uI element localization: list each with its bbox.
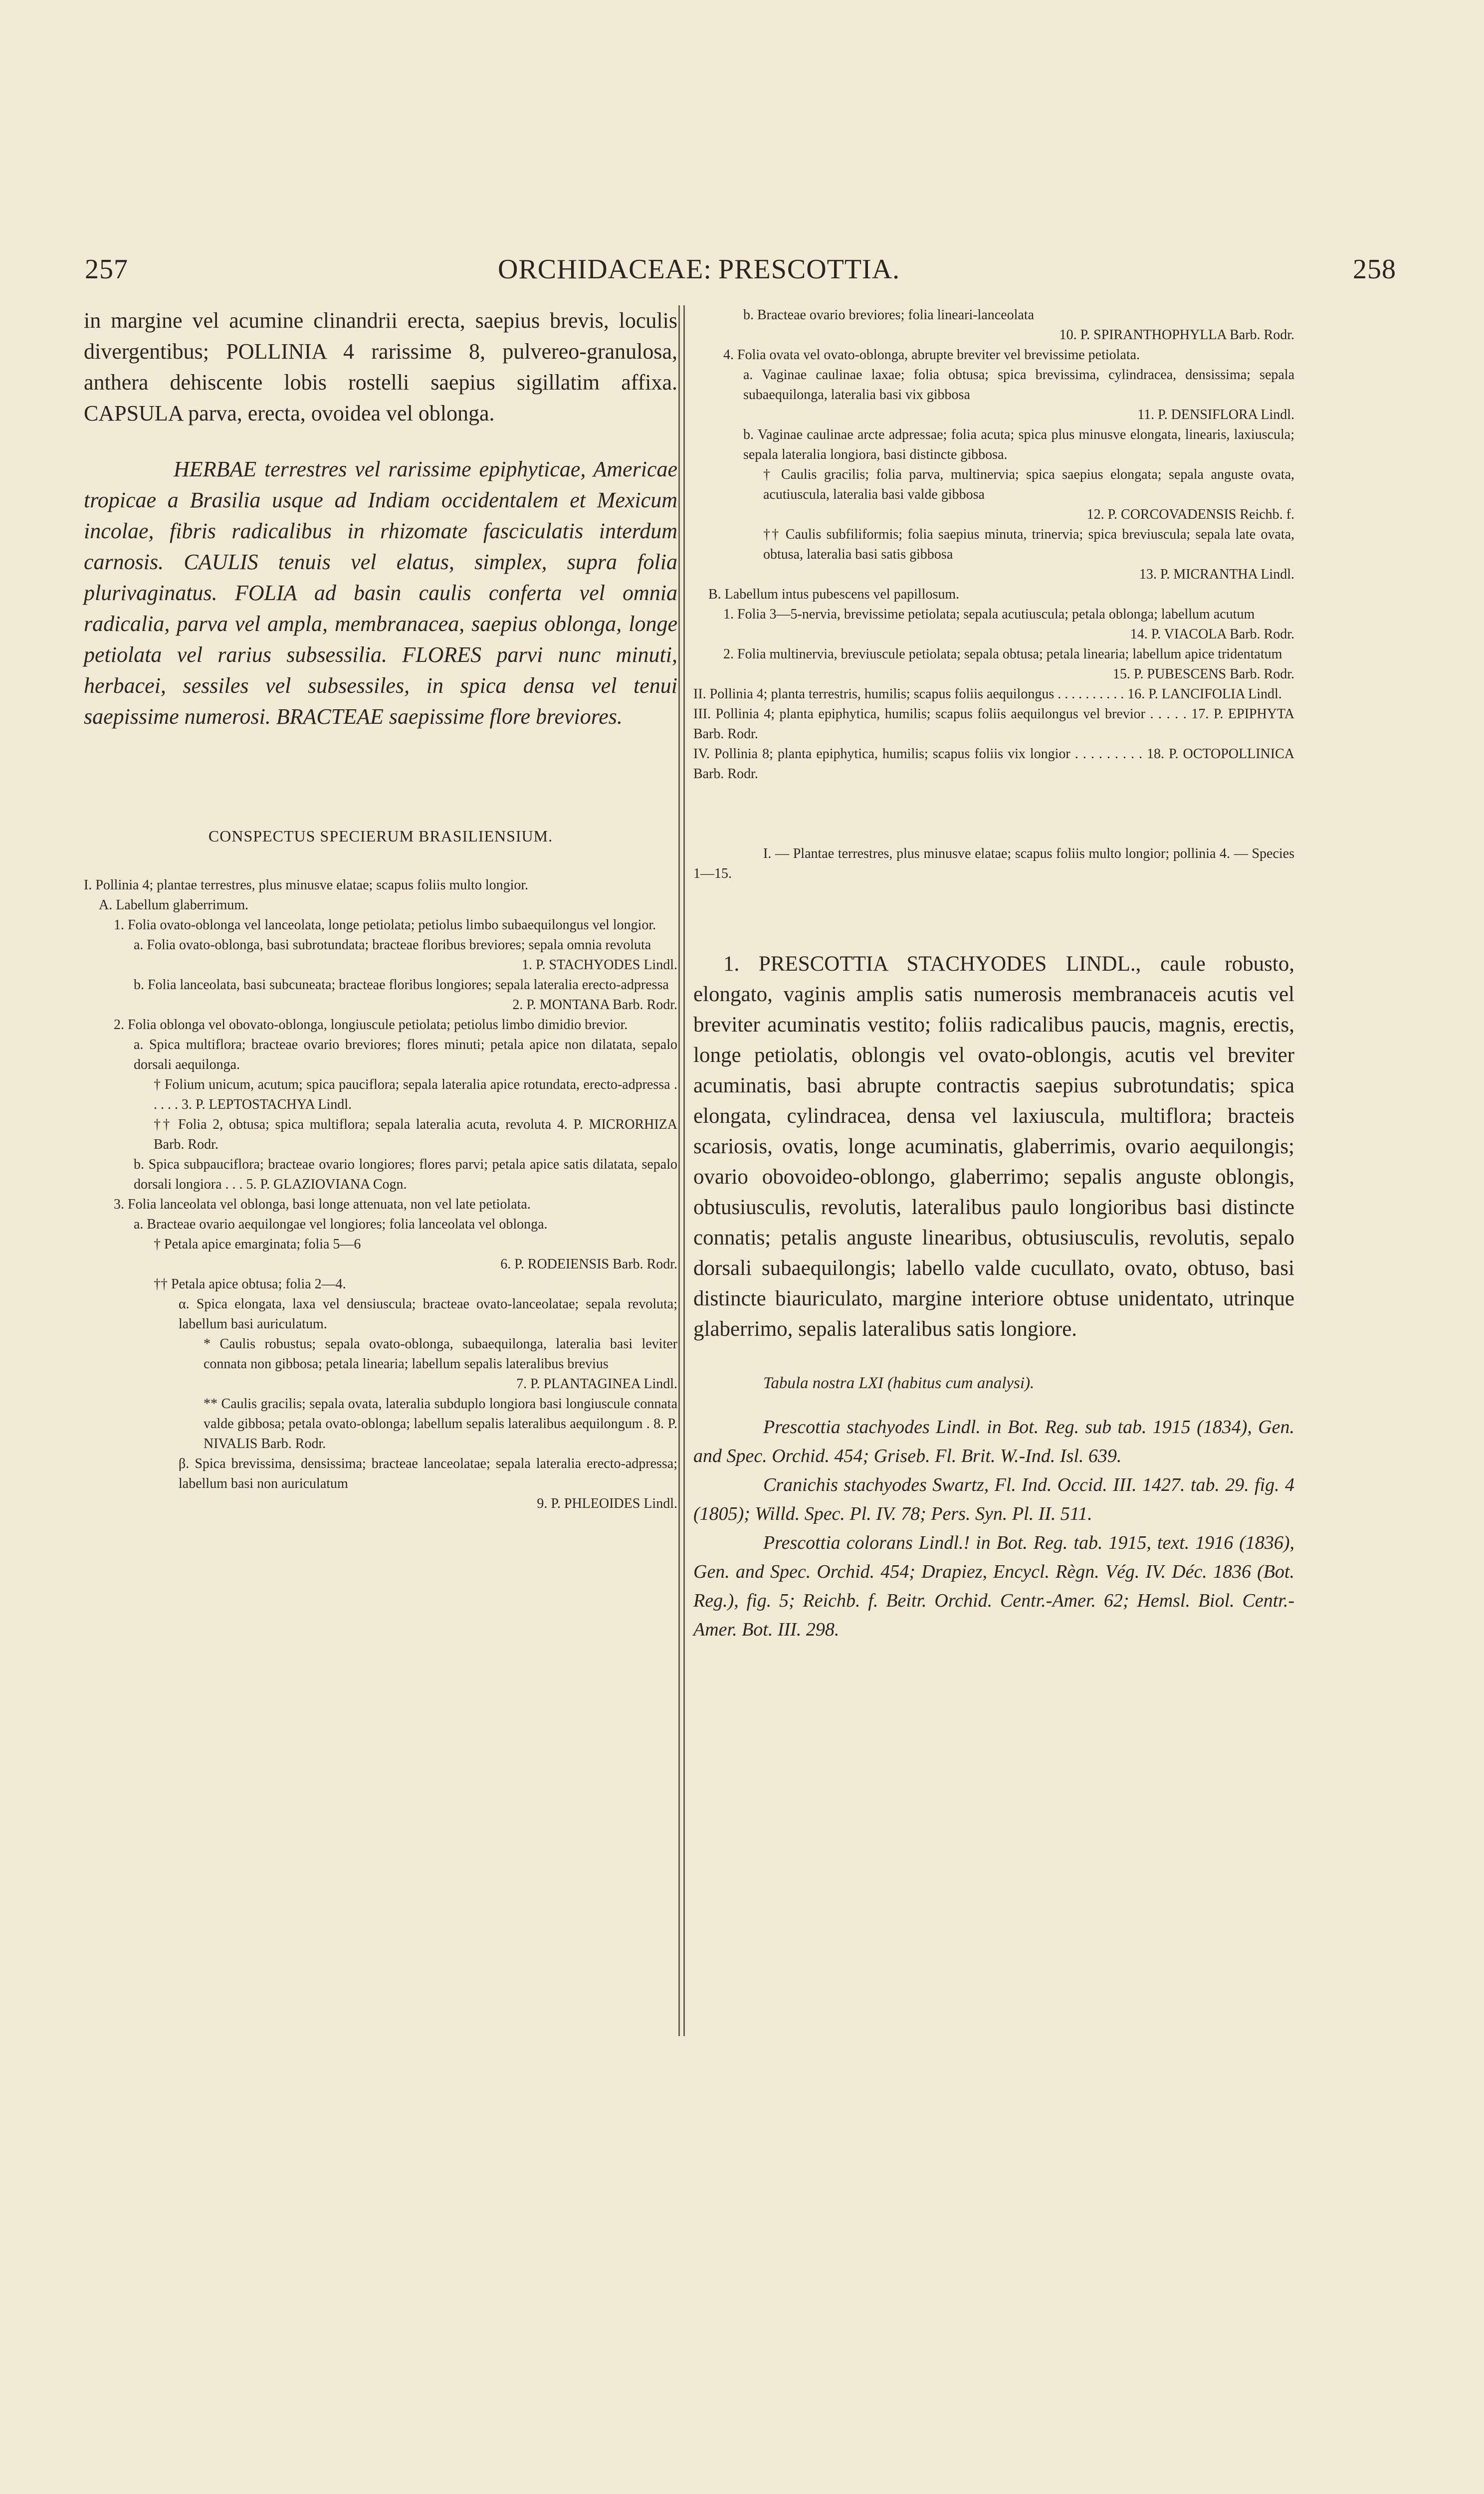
page-number-right: 258 bbox=[1353, 254, 1396, 285]
key-line: 4. Folia ovata vel ovato-oblonga, abrupte breviter vel brevissime petiolata. bbox=[723, 347, 1140, 363]
key-line: † Folium unicum, acutum; spica pauciflora; sepala lateralia apice rotundata, erecto-adpressa . . . . . 3. P. LEPTOSTACHYA Lindl. bbox=[154, 1077, 677, 1112]
column-rule bbox=[683, 305, 685, 2036]
species-name: 15. P. PUBESCENS Barb. Rodr. bbox=[1112, 666, 1294, 682]
key-line: III. Pollinia 4; planta epiphytica, humilis; scapus foliis aequilongus vel brevior . . . . . 17. P. EPIPHYTA Barb. Rodr. bbox=[693, 706, 1294, 742]
synonymy-list bbox=[693, 1413, 1294, 1644]
key-line: α. Spica elongata, laxa vel densiuscula; bracteae ovato-lanceolatae; sepala revoluta; labellum basi auriculatum. bbox=[179, 1296, 677, 1332]
key-line: a. Vaginae caulinae laxae; folia obtusa; spica brevissima, cylindracea, densissima; sepala subaequilonga, lateralia basi vix gibbosa bbox=[743, 367, 1294, 403]
species-name: 2. P. MONTANA Barb. Rodr. bbox=[512, 997, 677, 1013]
species-name: 7. P. PLANTAGINEA Lindl. bbox=[516, 1376, 677, 1392]
species-name: 9. P. PHLEOIDES Lindl. bbox=[537, 1496, 677, 1511]
key-line: b. Spica subpauciflora; bracteae ovario longiores; flores parvi; petala apice satis dilatata, sepalo dorsali longiora . . . 5. P. GLAZIOVIANA Cogn. bbox=[134, 1157, 677, 1192]
genus-description: HERBAE terrestres vel rarissime epiphyticae, Americae tropicae a Brasilia usque ad Indiam occidentalem et Mexicum incolae, fibris radicalibus in rhizomate fasciculatis interdum carnosis. CAULIS tenuis vel elatus, simplex, supra folia plurivaginatus. FOLIA ad basin caulis conferta vel omnia radicalia, parva vel ampla, membranacea, saepius oblonga, longe petiolata vel rarius subsessilia. FLORES parvi nunc minuti, herbacei, sessiles vel subsessiles, in spica densa vel tenui saepissime numerosi. BRACTEAE saepissime flore breviores. bbox=[84, 457, 677, 729]
species-name: 12. P. CORCOVADENSIS Reichb. f. bbox=[1086, 507, 1294, 522]
species-name: 11. P. DENSIFLORA Lindl. bbox=[1137, 407, 1294, 422]
intro-paragraph: in margine vel acumine clinandrii erecta, saepius brevis, loculis divergentibus; POLLINIA 4 rarissime 8, pulvereo-granulosa, anthera dehiscente lobis rostelli saepius sigillatim affixa. CAPSULA parva, erecta, ovoidea vel oblonga. bbox=[84, 308, 677, 425]
species-name: 1. P. STACHYODES Lindl. bbox=[521, 957, 677, 973]
key-line: b. Folia lanceolata, basi subcuneata; bracteae floribus longiores; sepala lateralia erecto-adpressa bbox=[134, 977, 669, 993]
key-line: 3. Folia lanceolata vel oblonga, basi longe attenuata, non vel late petiolata. bbox=[114, 1197, 531, 1212]
key-line: 2. Folia oblonga vel obovato-oblonga, longiuscule petiolata; petiolus limbo dimidio brevior. bbox=[114, 1017, 628, 1033]
page-number-left: 257 bbox=[85, 254, 128, 285]
key-line: a. Bracteae ovario aequilongae vel longiores; folia lanceolata vel oblonga. bbox=[134, 1217, 548, 1232]
key-line: b. Vaginae caulinae arcte adpressae; folia acuta; spica plus minusve elongata, linearis, laxiuscula; sepala lateralia longiora, basi distincte gibbosa. bbox=[743, 427, 1294, 462]
left-column bbox=[84, 305, 677, 1514]
key-line: b. Bracteae ovario breviores; folia lineari-lanceolata bbox=[743, 307, 1035, 323]
synonym-entry: Prescottia colorans Lindl.! in Bot. Reg. tab. 1915, text. 1916 (1836), Gen. and Spec. Orchid. 454; Drapiez, Encycl. Règn. Vég. IV. Déc. 1836 (Bot. Reg.), fig. 5; Reichb. f. Beitr. Orchid. Centr.-Amer. 62; Hemsl. Biol. Centr.-Amer. Bot. III. 298. bbox=[693, 1532, 1294, 1640]
species-name: 10. P. SPIRANTHOPHYLLA Barb. Rodr. bbox=[1059, 327, 1294, 343]
key-line: †† Folia 2, obtusa; spica multiflora; sepala lateralia acuta, revoluta 4. P. MICRORHIZA Barb. Rodr. bbox=[154, 1117, 677, 1152]
identification-key-left bbox=[84, 875, 677, 1514]
key-line: a. Spica multiflora; bracteae ovario breviores; flores minuti; petala apice non dilatata, sepalo dorsali aequilonga. bbox=[134, 1037, 677, 1072]
key-line: I. Pollinia 4; plantae terrestres, plus minusve elatae; scapus foliis multo longior. bbox=[84, 877, 529, 893]
key-line: A. Labellum glaberrimum. bbox=[99, 897, 249, 913]
key-line: IV. Pollinia 8; planta epiphytica, humilis; scapus foliis vix longior . . . . . . . . . 18. P. OCTOPOLLINICA Barb. Rodr. bbox=[693, 746, 1294, 782]
key-line: B. Labellum intus pubescens vel papillosum. bbox=[708, 587, 960, 602]
identification-key-right bbox=[693, 305, 1294, 784]
species-description-text: caule robusto, elongato, vaginis amplis satis numerosis membranaceis acutis vel breviter acuminatis vestito; foliis radicalibus paucis, magnis, erectis, longe petiolatis, oblongis vel ovato-oblongis, acutis vel breviter acuminatis, basi abrupte contractis saepius subrotundatis; spica elongata, cylindracea, densa vel laxiuscula, multiflora; bracteis scariosis, ovatis, longe acuminatis, glaberrimis, ovario aequilongis; ovario obovoideo-oblongo, glaberrimo; sepalis anguste oblongis, obtusiusculis, revolutis, lateralibus paulo longioribus basi distincte connatis; petalis anguste linearibus, obtusiusculis, revolutis, sepalo dorsali subaequilongis; labello valde cucullato, ovato, obtuso, basi distincte biauriculato, margine interiore obtuse unidentato, utrinque glaberrimo, sepalis lateralibus satis longiore. bbox=[693, 952, 1295, 1341]
section-note: I. — Plantae terrestres, plus minusve elatae; scapus foliis multo longior; pollinia 4. — Species 1—15. bbox=[693, 846, 1294, 881]
synonym-entry: Prescottia stachyodes Lindl. in Bot. Reg. sub tab. 1915 (1834), Gen. and Spec. Orchid. 454; Griseb. Fl. Brit. W.-Ind. Isl. 639. bbox=[693, 1417, 1294, 1466]
species-name: 14. P. VIACOLA Barb. Rodr. bbox=[1130, 626, 1294, 642]
right-column bbox=[693, 305, 1294, 1644]
key-line: II. Pollinia 4; planta terrestris, humilis; scapus foliis aequilongus . . . . . . . . . . 16. P. LANCIFOLIA Lindl. bbox=[693, 686, 1282, 702]
key-line: † Caulis gracilis; folia parva, multinervia; spica saepius elongata; sepala anguste ovata, acutiuscula, lateralia basi valde gibbosa bbox=[763, 467, 1294, 502]
key-line: 1. Folia 3—5-nervia, brevissime petiolata; sepala acutiuscula; petala oblonga; labellum acutum bbox=[723, 607, 1255, 622]
key-line: †† Caulis subfiliformis; folia saepius minuta, trinervia; spica breviuscula; sepala late ovata, obtusa, lateralia basi satis gibbosa bbox=[763, 527, 1294, 562]
species-description: 1. PRESCOTTIA STACHYODES LINDL., caule robusto, elongato, vaginis amplis satis numerosis membranaceis acutis vel breviter acuminatis vestito; foliis radicalibus paucis, magnis, erectis, longe petiolatis, oblongis vel ovato-oblongis, acutis vel breviter acuminatis, basi abrupte contractis saepius subrotundatis; spica elongata, cylindracea, densa vel laxiuscula, multiflora; bracteis scariosis, ovatis, longe acuminatis, glaberrimis, ovario aequilongis; ovario obovoideo-oblongo, glaberrimo; sepalis anguste oblongis, obtusiusculis, revolutis, lateralibus paulo longioribus basi distincte connatis; petalis anguste linearibus, obtusiusculis, revolutis, sepalo dorsali subaequilongis; labello valde cucullato, ovato, obtuso, basi distincte biauriculato, margine interiore obtuse unidentato, utrinque glaberrimo, sepalis lateralibus satis longiore. bbox=[693, 952, 1295, 1341]
running-title-left: ORCHIDACEAE: bbox=[498, 254, 712, 285]
synonym-entry: Cranichis stachyodes Swartz, Fl. Ind. Occid. III. 1427. tab. 29. fig. 4 (1805); Willd. Spec. Pl. IV. 78; Pers. Syn. Pl. II. 511. bbox=[693, 1474, 1294, 1524]
key-line: a. Folia ovato-oblonga, basi subrotundata; bracteae floribus breviores; sepala omnia revoluta bbox=[134, 937, 651, 953]
species-heading: 1. PRESCOTTIA STACHYODES LINDL. bbox=[723, 952, 1136, 976]
key-line: * Caulis robustus; sepala ovato-oblonga, subaequilonga, lateralia basi leviter connata non gibbosa; petala linearia; labellum sepalis lateralibus brevius bbox=[204, 1336, 677, 1372]
species-name: 6. P. RODEIENSIS Barb. Rodr. bbox=[500, 1256, 677, 1272]
key-line: 1. Folia ovato-oblonga vel lanceolata, longe petiolata; petiolus limbo subaequilongus vel longior. bbox=[114, 917, 656, 933]
column-rule bbox=[678, 305, 680, 2036]
key-line: ** Caulis gracilis; sepala ovata, lateralia subduplo longiora basi longiuscule connata valde gibbosa; petala ovato-oblonga; labellum sepalis lateralibus aequilongum . 8. P. NIVALIS Barb. Rodr. bbox=[204, 1396, 677, 1452]
tabula-note: Tabula nostra LXI (habitus cum analysi). bbox=[763, 1374, 1035, 1392]
running-title-right: PRESCOTTIA. bbox=[718, 254, 900, 285]
species-name: 13. P. MICRANTHA Lindl. bbox=[1139, 567, 1294, 582]
key-line: 2. Folia multinervia, breviuscule petiolata; sepala obtusa; petala linearia; labellum apice tridentatum bbox=[723, 646, 1282, 662]
conspectus-title: CONSPECTUS SPECIERUM BRASILIENSIUM. bbox=[208, 827, 553, 845]
key-line: † Petala apice emarginata; folia 5—6 bbox=[154, 1237, 361, 1252]
key-line: β. Spica brevissima, densissima; bracteae lanceolatae; sepala lateralia erecto-adpressa; labellum basi non auriculatum bbox=[179, 1456, 677, 1491]
key-line: †† Petala apice obtusa; folia 2—4. bbox=[154, 1276, 346, 1292]
